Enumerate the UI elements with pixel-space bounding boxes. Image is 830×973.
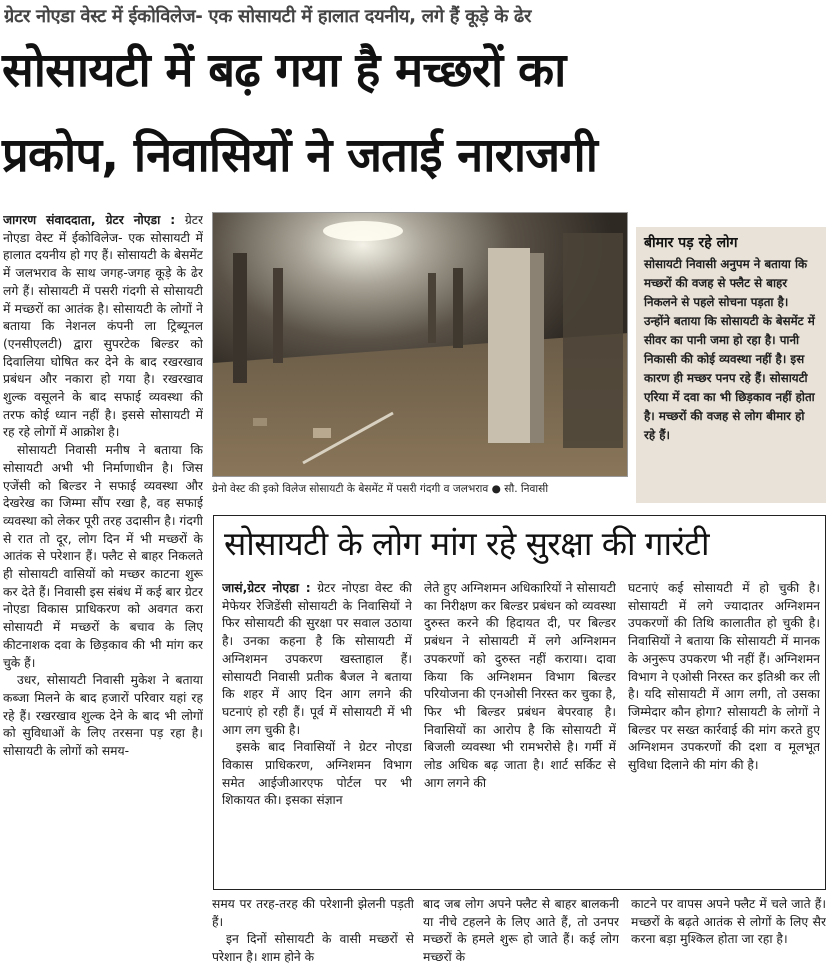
sidebar-title: बीमार पड़ रहे लोग <box>644 235 738 251</box>
subarticle-column-3 <box>628 580 820 885</box>
kicker-headline: ग्रेटर नोएडा वेस्ट में ईकोविलेज- एक सोसायटी में हालात दयनीय, लगे हैं कूड़े के ढेर <box>4 6 532 27</box>
sub-col2-text: लेते हुए अग्निशमन अधिकारियों ने सोसायटी का निरीक्षण कर बिल्डर प्रबंधन को व्यवस्था दुरुस्त करने की हिदायत दी, पर बिल्डर प्रबंधन ने सोसायटी में लगे अग्निशमन उपकरणों को दुरुस्त नहीं कराया। दावा किया कि अग्निशमन विभाग बिल्डर परियोजना की एनओसी निरस्त कर चुका है, फिर भी बिल्डर प्रबंधन बेपरवाह है। निवासियों का आरोप है कि सोसायटी में बिजली व्यवस्था भी रामभरोसे है। गर्मी में लोड अधिक बढ़ जाता है। शार्ट सर्किट से आग लगने की <box>424 581 616 790</box>
bottom-column-4 <box>631 896 826 970</box>
photo-credit: ● सौ. निवासी <box>491 483 549 495</box>
caption-text: ग्रेनो वेस्ट की इको विलेज सोसायटी के बेसमेंट में पसरी गंदगी व जलभराव <box>212 483 489 495</box>
bottom-column-2 <box>212 896 414 970</box>
sidebar-body: सोसायटी निवासी अनुपम ने बताया कि मच्छरों की वजह से फ्लैट से बाहर निकलने से पहले सोचना पड़ता है। उन्होंने बताया कि सोसायटी के बेसमेंट में सीवर का पानी जमा हो रहा है। पानी निकासी की कोई व्यवस्था नहीं है। इस कारण ही मच्छर पनप रहे हैं। सोसायटी एरिया में दवा का भी छिड़काव नहीं होता है। मच्छरों की वजह से लोग बीमार हो रहे हैं। <box>644 257 815 442</box>
sub-col3-text: घटनाएं कई सोसायटी में हो चुकी है। सोसायटी में लगे ज्यादातर अग्निशमन उपकरणों की तिथि कालातीत हो चुकी है। निवासियों ने बताया कि सोसायटी में मानक के अनुरूप उपकरण भी नहीं हैं। अग्निशमन विभाग ने एओसी निरस्त कर इतिश्री कर ली है। यदि सोसायटी में आग लगी, तो उसका जिम्मेदार कौन होगा? सोसायटी के लोगों ने बिल्डर पर सख्त कार्रवाई की मांग करते हुए अग्निशमन उपकरणों की दशा व मूलभूत सुविधा दिलाने की मांग की है। <box>628 581 820 773</box>
sub-col1-paragraph-2: इसके बाद निवासियों ने ग्रेटर नोएडा विकास प्राधिकरण, अग्निशमन विभाग समेत आईजीआरएफ पोर्टल पर भी शिकायत की। इसका संज्ञान <box>222 740 412 808</box>
left-paragraph-2: सोसायटी निवासी मनीष ने बताया कि सोसायटी अभी भी निर्माणाधीन है। जिस एजेंसी को बिल्डर ने सफाई व्यवस्था और देखरेख का जिम्मा सौंप रखा है, वह सफाई व्यवस्था को लेकर पूरी तरह उदासीन है। गंदगी से रात तो दूर, लोग दिन में भी मच्छरों के आतंक से परेशान हैं। फ्लैट से बाहर निकलते ही सोसायटी वासियों को मच्छर काटना शुरू कर देते हैं। निवासी इस संबंध में कई बार ग्रेटर नोएडा विकास प्राधिकरण को अवगत करा सोसायटी में मच्छरों के बचाव के लिए कीटनाशक दवा के छिड़काव की भी मांग कर चुके हैं। <box>3 443 203 670</box>
photo-caption <box>212 482 628 496</box>
left-paragraph-1-text: ग्रेटर नोएडा वेस्ट में ईकोविलेज- एक सोसायटी में हालात दयनीय हो गए हैं। सोसायटी के बेसमेंट में जलभराव के साथ जगह-जगह कूड़े के ढेर लगे हैं। सोसायटी में पसरी गंदगी से सोसायटी में मच्छरों का आतंक है। सोसायटी के लोगों ने बताया कि नेशनल कंपनी ला ट्रिब्यूनल (एनसीएलटी) द्वारा सुपरटेक बिल्डर को दिवालिया घोषित कर देने के बाद रखरखाव प्रबंधन और नकारा हो गया है। रखरखाव शुल्क वसूलने के बाद सफाई व्यवस्था की तरफ कोई ध्यान नहीं है। इससे सोसायटी में रह रहे लोगों में आक्रोश है। <box>3 213 203 440</box>
left-column <box>3 212 203 970</box>
left-paragraph-1 <box>3 212 203 442</box>
bottom-column-3 <box>423 896 619 970</box>
main-headline-line-2: प्रकोप, निवासियों ने जताई नाराजगी <box>2 128 598 183</box>
main-headline-line-1: सोसायटी में बढ़ गया है मच्छरों का <box>2 43 566 98</box>
bottom-col2-text: समय पर तरह-तरह की परेशानी झेलनी पड़ती हैं। <box>212 897 414 929</box>
subarticle-column-1 <box>222 580 412 885</box>
sub-col1-paragraph <box>222 580 412 739</box>
bottom-col2-text-2: इन दिनों सोसायटी के वासी मच्छरों से परेशान है। शाम होने के <box>212 932 414 965</box>
left-paragraph-3: उधर, सोसायटी निवासी मुकेश ने बताया कब्जा मिलने के बाद हजारों परिवार यहां रह रहे हैं। रखरखाव शुल्क देने के बाद भी लोगों को सुविधाओं के लिए तरसना पड़ रहा है। सोसायटी के लोगों को समय- <box>3 673 203 759</box>
basement-photo <box>212 212 628 477</box>
sidebar-box <box>636 227 826 503</box>
sub-col1-text: ग्रेटर नोएडा वेस्ट की मेफेयर रेजिडेंसी सोसायटी के निवासियों ने फिर सोसायटी की सुरक्षा पर सवाल उठाया है। उनका कहना है कि सोसायटी में अग्निशमन उपकरण खस्ताहाल हैं। सोसायटी निवासी प्रतीक बैजल ने बताया कि शहर में आए दिन आग लगने की घटनाएं हो रही हैं। पूर्व में सोसायटी में भी आग लग चुकी है। <box>222 581 412 737</box>
bottom-col3-text: बाद जब लोग अपने फ्लैट से बाहर बालकनी या नीचे टहलने के लिए आते हैं, तो उनपर मच्छरों के हमले शुरू हो जाते हैं। कई लोग मच्छरों के <box>423 897 619 965</box>
subarticle-headline: सोसायटी के लोग मांग रहे सुरक्षा की गारंटी <box>224 524 709 563</box>
sub-byline: जासं,ग्रेटर नोएडा : <box>222 581 311 595</box>
byline: जागरण संवाददाता, ग्रेटर नोएडा : <box>3 213 176 227</box>
subarticle-column-2 <box>424 580 616 885</box>
bottom-col4-text: काटने पर वापस अपने फ्लैट में चले जाते हैं। मच्छरों के बढ़ते आतंक से लोगों के लिए सैर करना बड़ा मुश्किल होता जा रहा है। <box>631 897 826 947</box>
